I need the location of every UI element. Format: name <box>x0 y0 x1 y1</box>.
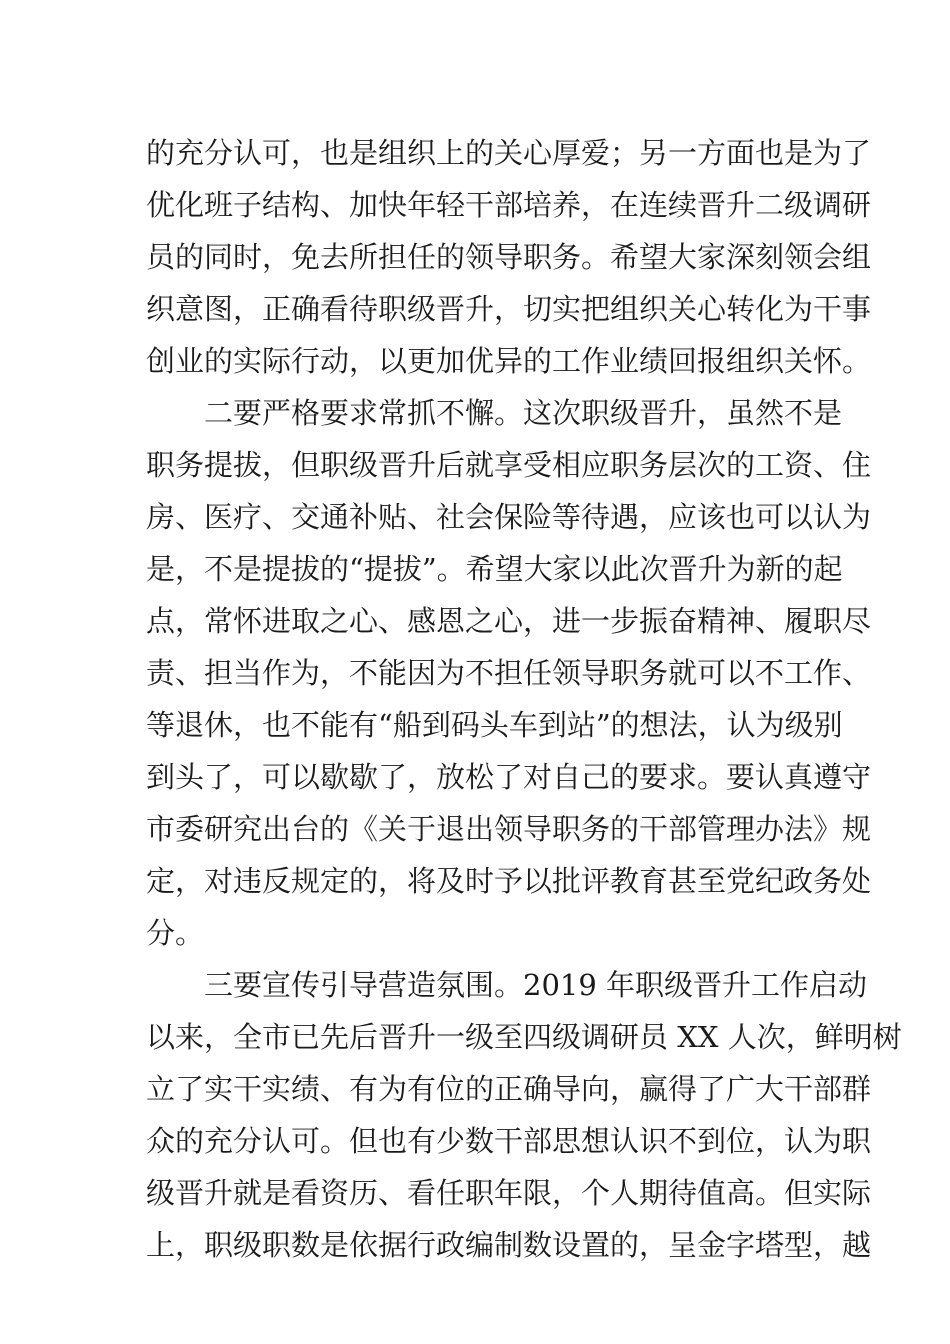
text-line: 立了实干实绩、有为有位的正确导向，赢得了广大干部群 <box>146 1072 872 1106</box>
text-line: 优化班子结构、加快年轻干部培养，在连续晋升二级调研 <box>146 188 872 222</box>
text-line: 以来，全市已先后晋升一级至四级调研员 XX 人次，鲜明树 <box>146 1020 902 1054</box>
text-line: 职务提拔，但职级晋升后就享受相应职务层次的工资、住 <box>146 448 872 482</box>
text-line: 分。 <box>146 916 205 950</box>
text-line: 房、医疗、交通补贴、社会保险等待遇，应该也可以认为 <box>146 500 872 534</box>
text-line: 责、担当作为，不能因为不担任领导职务就可以不工作、 <box>146 656 872 690</box>
text-line: 创业的实际行动，以更加优异的工作业绩回报组织关怀。 <box>146 344 872 378</box>
paragraph-heading-line: 二要严格要求常抓不懈。这次职级晋升，虽然不是 <box>204 396 843 430</box>
text-line: 市委研究出台的《关于退出领导职务的干部管理办法》规 <box>146 812 872 846</box>
text-line: 级晋升就是看资历、看任职年限，个人期待值高。但实际 <box>146 1176 872 1210</box>
text-line: 等退休，也不能有“船到码头车到站”的想法，认为级别 <box>146 708 843 742</box>
text-line: 员的同时，免去所担任的领导职务。希望大家深刻领会组 <box>146 240 872 274</box>
text-line: 众的充分认可。但也有少数干部思想认识不到位，认为职 <box>146 1124 872 1158</box>
text-line: 织意图，正确看待职级晋升，切实把组织关心转化为干事 <box>146 292 872 326</box>
text-line: 到头了，可以歇歇了，放松了对自己的要求。要认真遵守 <box>146 760 872 794</box>
text-line: 点，常怀进取之心、感恩之心，进一步振奋精神、履职尽 <box>146 604 872 638</box>
text-line: 的充分认可，也是组织上的关心厚爱；另一方面也是为了 <box>146 136 872 170</box>
text-line: 是，不是提拔的“提拔”。希望大家以此次晋升为新的起 <box>146 552 843 586</box>
text-line: 定，对违反规定的，将及时予以批评教育甚至党纪政务处 <box>146 864 872 898</box>
text-line: 上，职级职数是依据行政编制数设置的，呈金字塔型，越 <box>146 1228 872 1262</box>
paragraph-heading-line: 三要宣传引导营造氛围。2019 年职级晋升工作启动 <box>204 968 868 1002</box>
